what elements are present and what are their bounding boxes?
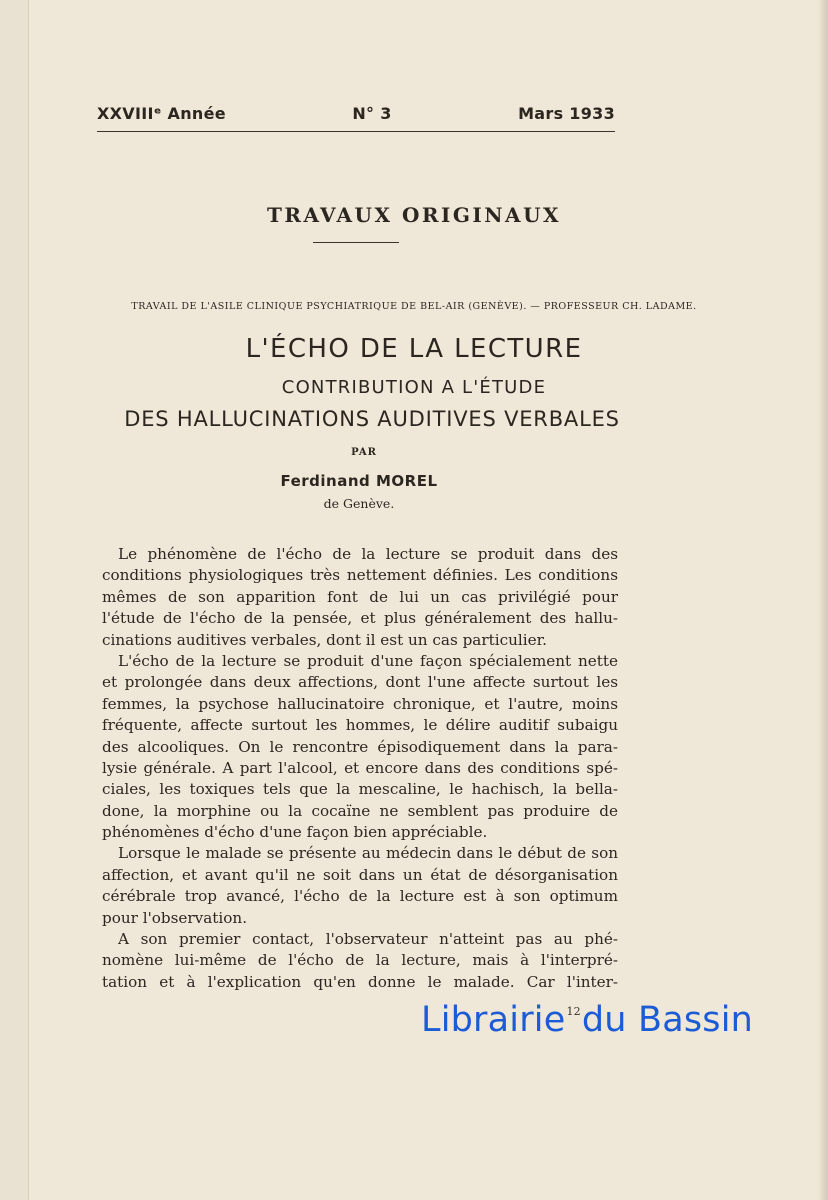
body-line: l'étude de l'écho de la pensée, et plus généralement des hallu-	[102, 609, 618, 628]
body-line: cinations auditives verbales, dont il est un cas particulier.	[102, 630, 547, 649]
article-subtitle-1: CONTRIBUTION A L'ÉTUDE	[281, 377, 547, 398]
body-line: done, la morphine ou la cocaïne ne semblent pas produire de	[102, 801, 618, 820]
header-rule	[97, 131, 615, 132]
body-line: phénomènes d'écho d'une façon bien appréciable.	[102, 823, 488, 842]
page-edge-shadow	[818, 0, 828, 1200]
body-line: mêmes de son apparition font de lui un cas privilégié pour	[102, 587, 618, 606]
section-title: TRAVAUX ORIGINAUX	[266, 203, 562, 227]
body-line: Lorsque le malade se présente au médecin dans le début de son	[118, 844, 618, 863]
watermark-part-2: du Bassin	[581, 1000, 754, 1040]
body-line: nomène lui-même de l'écho de la lecture, mais à l'interpré-	[102, 951, 618, 970]
article-body	[102, 544, 618, 993]
date-label: Mars 1933	[518, 104, 615, 123]
body-line: fréquente, affecte surtout les hommes, le délire auditif subaigu	[102, 716, 618, 735]
body-line: des alcooliques. On le rencontre épisodiquement dans la para-	[102, 737, 618, 756]
body-line: Le phénomène de l'écho de la lecture se produit dans des	[118, 545, 618, 563]
issue-label: N° 3	[352, 104, 392, 123]
body-line: L'écho de la lecture se produit d'une façon spécialement nette	[118, 651, 618, 670]
journal-header	[97, 104, 615, 123]
section-rule	[313, 242, 399, 243]
watermark	[421, 1000, 753, 1040]
body-line: et prolongée dans deux affections, dont l'une affecte surtout les	[102, 673, 618, 692]
watermark-part-1: Librairie	[421, 1000, 566, 1040]
by-label: PAR	[351, 447, 377, 458]
body-line: tation et à l'explication qu'en donne le malade. Car l'inter-	[102, 972, 618, 991]
article-subtitle-2: DES HALLUCINATIONS AUDITIVES VERBALES	[124, 407, 620, 431]
body-line: lysie générale. A part l'alcool, et encore dans des conditions spé-	[102, 758, 618, 777]
body-line: affection, et avant qu'il ne soit dans un état de désorganisation	[102, 865, 618, 884]
article-title: L'ÉCHO DE LA LECTURE	[245, 334, 583, 364]
body-line: pour l'observation.	[102, 908, 248, 927]
body-line: A son premier contact, l'observateur n'atteint pas au phé-	[118, 930, 618, 949]
author-name: Ferdinand MOREL	[280, 472, 438, 490]
author-location: de Genève.	[323, 496, 395, 511]
body-line: cérébrale trop avancé, l'écho de la lecture est à son optimum	[102, 887, 618, 906]
body-line: conditions physiologiques très nettement définies. Les conditions	[102, 566, 618, 585]
body-line: femmes, la psychose hallucinatoire chronique, et l'autre, moins	[102, 694, 618, 713]
page-number: 12	[566, 1005, 581, 1018]
body-line: ciales, les toxiques tels que la mescaline, le hachisch, la bella-	[102, 780, 618, 799]
volume-label: XXVIIIᵉ Année	[97, 104, 226, 123]
affiliation-line: TRAVAIL DE L'ASILE CLINIQUE PSYCHIATRIQUE DE BEL-AIR (GENÈVE). — PROFESSEUR CH. LADAME.	[131, 301, 697, 312]
